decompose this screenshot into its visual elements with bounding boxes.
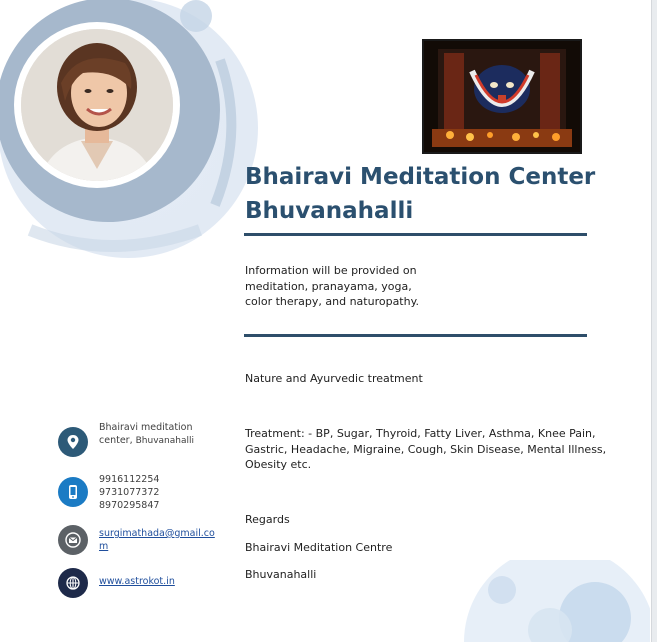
info-line-1: Information will be provided on	[245, 264, 417, 277]
title-line-2: Bhuvanahalli	[245, 198, 414, 224]
email-line-2[interactable]: m	[99, 541, 109, 552]
email-link[interactable]	[99, 527, 215, 553]
treatment-line-3: Obesity etc.	[245, 458, 312, 471]
address-line-2-prefix: center,	[99, 435, 136, 446]
info-line-2: meditation, pranayama, yoga,	[245, 279, 412, 293]
address-text	[99, 421, 194, 448]
treatment-line-1: Treatment: - BP, Sugar, Thyroid, Fatty Liver, Asthma, Knee Pain,	[245, 427, 596, 440]
globe-icon	[58, 568, 88, 598]
treatment-line-2: Gastric, Headache, Migraine, Cough, Skin Disease, Mental Illness,	[245, 442, 607, 456]
divider-top	[244, 233, 587, 236]
email-icon	[58, 525, 88, 555]
address-line-2	[99, 434, 194, 448]
regards-text: Regards	[245, 513, 290, 526]
phone-list	[99, 473, 159, 512]
website-link-wrapper	[99, 575, 175, 588]
profile-photo-frame	[14, 22, 180, 188]
divider-bottom	[244, 334, 587, 337]
deity-image	[424, 41, 580, 152]
nature-text: Nature and Ayurvedic treatment	[245, 372, 423, 385]
bubble-decoration	[430, 560, 650, 642]
location-pin-icon	[58, 427, 88, 457]
website-link[interactable]: www.astrokot.in	[99, 576, 175, 587]
avatar	[21, 29, 173, 181]
address-line-1: Bhairavi meditation	[99, 422, 193, 433]
page-edge	[651, 0, 657, 642]
phone-number-1: 9916112254	[99, 474, 160, 485]
woman-portrait-image	[21, 29, 173, 181]
phone-number-2: 9731077372	[99, 487, 160, 498]
info-line-3: color therapy, and naturopathy.	[245, 295, 420, 308]
page-title	[245, 160, 605, 228]
email-line-1[interactable]: surgimathada@gmail.co	[99, 528, 215, 539]
phone-number-3: 8970295847	[99, 500, 160, 511]
place-text: Bhuvanahalli	[245, 568, 317, 581]
info-paragraph	[245, 263, 419, 310]
deity-photo	[422, 39, 582, 154]
phone-icon	[58, 477, 88, 507]
org-name-text: Bhairavi Meditation Centre	[245, 541, 393, 554]
treatment-paragraph	[245, 426, 606, 473]
address-line-2-place: Bhuvanahalli	[135, 436, 194, 446]
title-line-1: Bhairavi Meditation Center	[245, 164, 596, 190]
